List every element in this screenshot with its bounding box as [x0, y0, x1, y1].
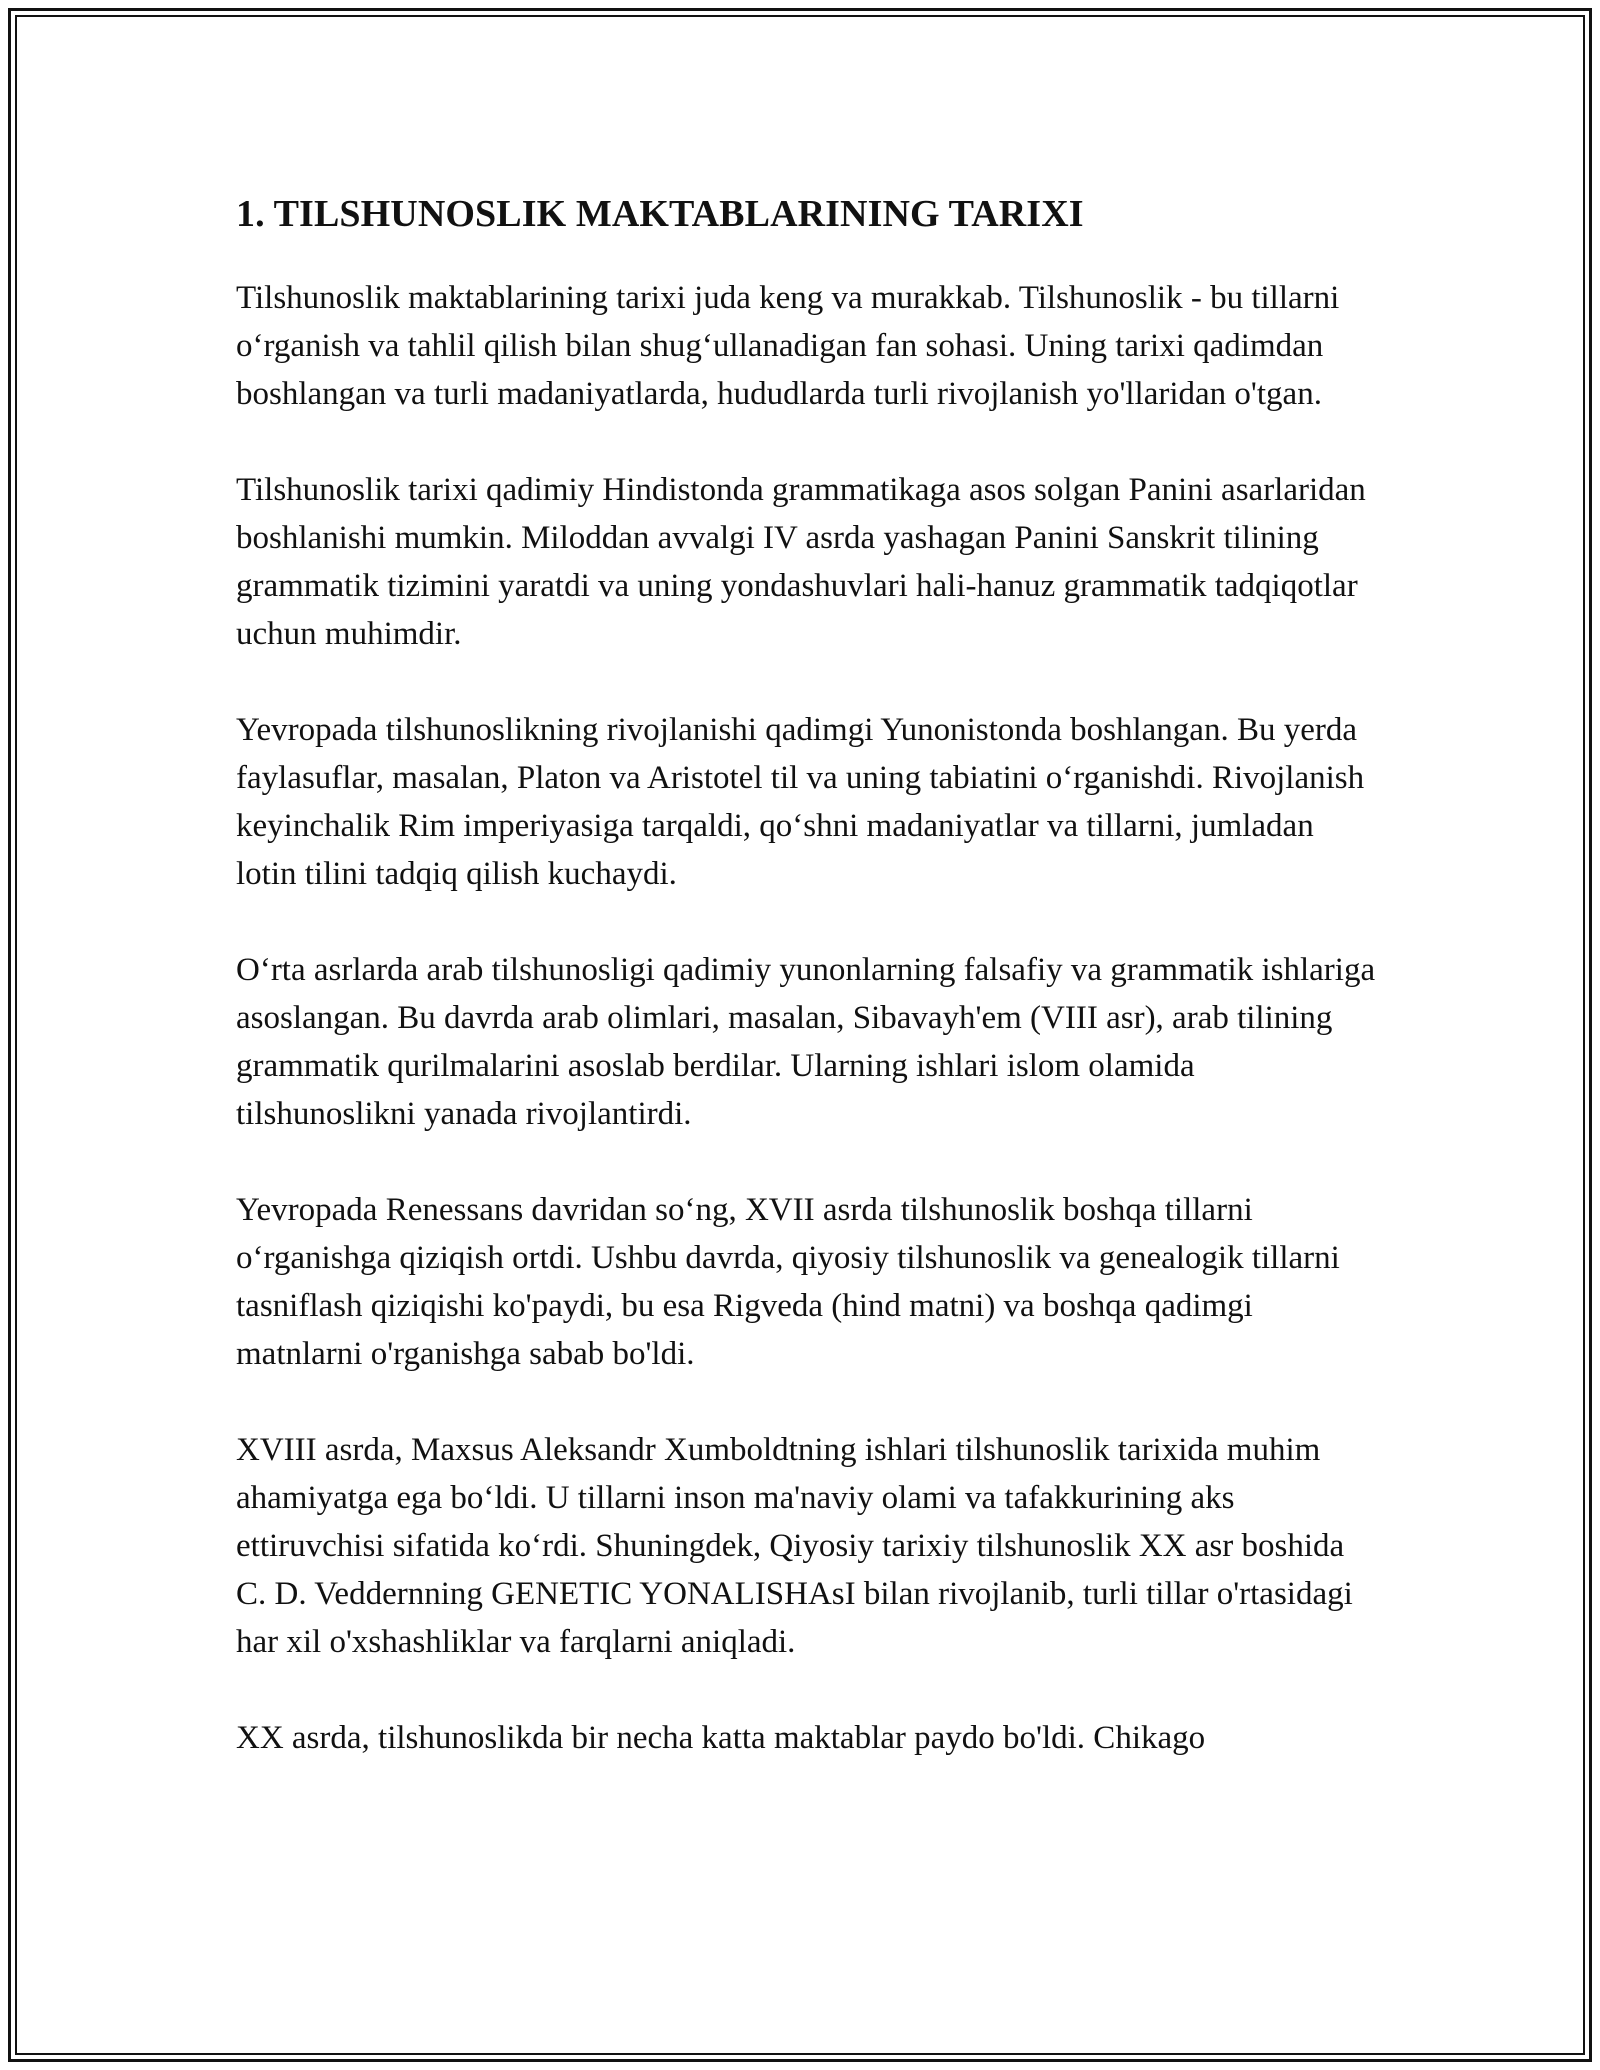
paragraph-6: XVIII asrda, Maxsus Aleksandr Xumboldtning ishlari tilshunoslik tarixida muhim ahamiyatga ega bo‘ldi. U tillarni inson ma'naviy olami va tafakkurining aks ettiruvchisi sifatida ko‘rdi. Shuningdek, Qiyosiy tarixiy tilshunoslik XX asr boshida C. D. Veddernning GENETIC YONALISHAsI bilan rivojlanib, turli tillar o'rtasidagi har xil o'xshashliklar va farqlarni aniqladi. [236, 1432, 1353, 1660]
paragraph-5: Yevropada Renessans davridan so‘ng, XVII asrda tilshunoslik boshqa tillarni o‘rganishga qiziqish ortdi. Ushbu davrda, qiyosiy tilshunoslik va genealogik tillarni tasniflash qiziqishi ko'paydi, bu esa Rigveda (hind matni) va boshqa qadimgi matnlarni o'rganishga sabab bo'ldi. [236, 1192, 1340, 1372]
paragraph-1: Tilshunoslik maktablarining tarixi juda keng va murakkab. Tilshunoslik - bu tillarni o‘rganish va tahlil qilish bilan shug‘ullanadigan fan sohasi. Uning tarixi qadimdan boshlangan va turli madaniyatlarda, hududlarda turli rivojlanish yo'llaridan o'tgan. [236, 280, 1340, 412]
paragraph-3: Yevropada tilshunoslikning rivojlanishi qadimgi Yunonistonda boshlangan. Bu yerda faylasuflar, masalan, Platon va Aristotel til va uning tabiatini o‘rganishdi. Rivojlanish keyinchalik Rim imperiyasiga tarqaldi, qo‘shni madaniyatlar va tillarni, jumladan lotin tilini tadqiq qilish kuchaydi. [236, 712, 1365, 892]
paragraph-4: O‘rta asrlarda arab tilshunosligi qadimiy yunonlarning falsafiy va grammatik ishlariga asoslangan. Bu davrda arab olimlari, masalan, Sibavayh'em (VIII asr), arab tilining grammatik qurilmalarini asoslab berdilar. Ularning ishlari islom olamida tilshunoslikni yanada rivojlantirdi. [236, 952, 1376, 1132]
document-title: 1. TILSHUNOSLIK MAKTABLARINING TARIXI [236, 193, 1084, 235]
document-body [236, 188, 1376, 1762]
paragraph-7: XX asrda, tilshunoslikda bir necha katta maktablar paydo bo'ldi. Chikago [236, 1720, 1206, 1756]
paragraph-2: Tilshunoslik tarixi qadimiy Hindistonda grammatikaga asos solgan Panini asarlaridan boshlanishi mumkin. Miloddan avvalgi IV asrda yashagan Panini Sanskrit tilining grammatik tizimini yaratdi va uning yondashuvlari hali-hanuz grammatik tadqiqotlar uchun muhimdir. [236, 472, 1366, 652]
